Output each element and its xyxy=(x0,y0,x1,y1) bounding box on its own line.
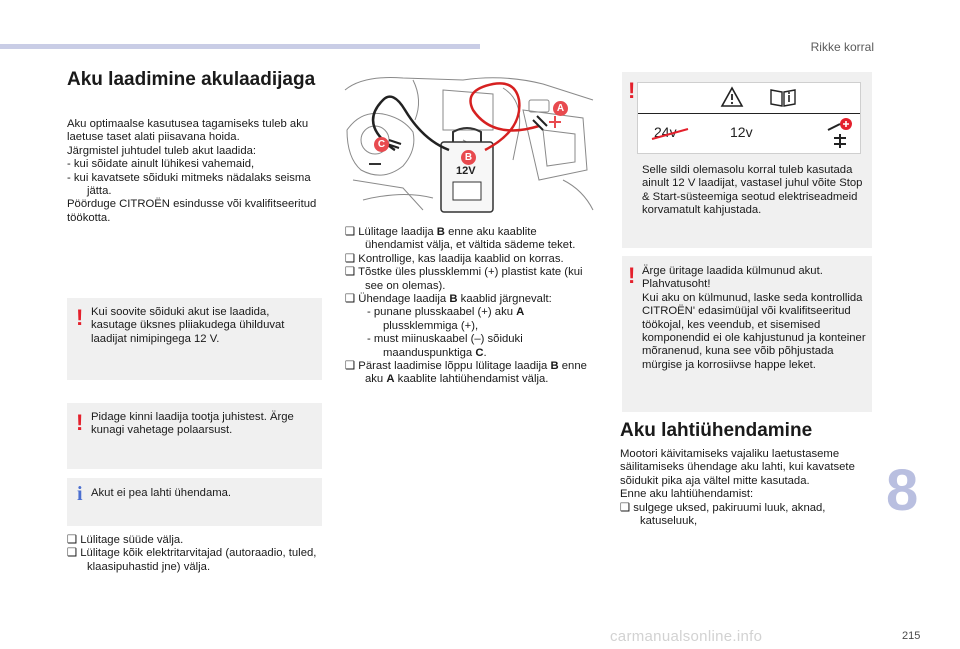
callout-a: A xyxy=(553,101,568,116)
label-text: Selle sildi olemasolu korral tuleb kasutada ainult 12 V laadijat, vastasel juhul võite Stop & Start-süsteemiga seotud elektriseadmeid korvamatult kahjustada. xyxy=(642,164,863,217)
step-item: ❑ sulgege uksed, pakiruumi luuk, aknad, katuseluuk, xyxy=(620,501,826,528)
sign-24v: 24v xyxy=(654,124,677,140)
sub-step-item: - punane plusskaabel (+) aku A plussklemmiga (+), xyxy=(367,306,525,332)
voltage-label-sign xyxy=(637,82,861,154)
disconnect-body xyxy=(620,448,874,528)
steps-middle xyxy=(345,226,595,387)
disconnect-lead: Enne aku lahtiühendamist: xyxy=(620,488,754,501)
step-item: ❑ Lülitage süüde välja. xyxy=(67,534,184,546)
warning-text: Pidage kinni laadija tootja juhistest. Ärge kunagi vahetage polaarsust. xyxy=(91,411,294,437)
sub-step-item: - must miinuskaabel (–) sõiduki maanduspunktiga C. xyxy=(367,333,523,359)
info-text: Akut ei pea lahti ühendama. xyxy=(91,487,232,499)
warning-icon: ! xyxy=(628,263,636,288)
frozen-line: Ärge üritage laadida külmunud akut. xyxy=(642,265,823,277)
info-icon: i xyxy=(77,483,83,505)
step-item: ❑ Lülitage kõik elektritarvitajad (autoraadio, tuled, klaasipuhastid jne) välja. xyxy=(67,547,317,573)
square-bullet-icon: ❑ xyxy=(345,266,356,279)
step-item: ❑ Ühendage laadija B kaablid järgnevalt: xyxy=(345,293,552,306)
label-warning-box xyxy=(622,72,872,248)
intro-line: Järgmistel juhtudel tuleb akut laadida: xyxy=(67,144,257,157)
chapter-number: 8 xyxy=(886,458,919,523)
square-bullet-icon: ❑ xyxy=(345,293,356,306)
callout-c: C xyxy=(374,137,389,152)
plus-minus-terminal-icon xyxy=(824,116,856,150)
square-bullet-icon: ❑ xyxy=(67,547,78,560)
sign-12v: 12v xyxy=(730,124,753,140)
page-number: 215 xyxy=(902,630,921,642)
footer-watermark: carmanualsonline.info xyxy=(610,628,763,645)
square-bullet-icon: ❑ xyxy=(345,226,356,238)
step-item: ❑ Tõstke üles plussklemmi (+) plastist kate (kui see on olemas). xyxy=(345,266,583,292)
square-bullet-icon: ❑ xyxy=(620,501,631,514)
step-item: ❑ Lülitage laadija B enne aku kaablite ühendamist välja, et vältida sädeme teket. xyxy=(345,226,576,252)
section-title: Rikke korral xyxy=(810,40,874,54)
intro-line: Aku optimaalse kasutusea tagamiseks tuleb aku laetuse taset alati piisavana hoida. xyxy=(67,118,309,144)
disconnect-intro: Mootori käivitamiseks vajaliku laetustaseme säilitamiseks ühendage aku lahti, kui kavatsete sõidukit pika aja vältel mitte kasutada. xyxy=(620,448,855,487)
hazard-triangle-icon xyxy=(720,86,744,108)
accent-bar xyxy=(0,44,480,49)
case-item: - kui sõidate ainult lühikesi vahemaid, xyxy=(67,158,255,171)
charging-intro xyxy=(67,118,317,225)
contact-line: Pöörduge CITROËN esindusse või kvalifitseeritud töökotta. xyxy=(67,198,317,224)
warning-box-polarity xyxy=(67,403,322,469)
callout-b: B xyxy=(461,150,476,165)
manual-book-icon xyxy=(768,86,798,108)
case-item: - kui kavatsete sõiduki mitmeks nädalaks seisma jätta. xyxy=(67,171,311,198)
frozen-line: Plahvatusoht! xyxy=(642,278,711,291)
square-bullet-icon: ❑ xyxy=(67,534,78,546)
step-item: ❑ Kontrollige, kas laadija kaablid on korras. xyxy=(345,252,564,265)
charger-voltage-label: 12V xyxy=(456,165,476,177)
frozen-line: Kui aku on külmunud, laske seda kontrollida CITROËN' edasimüüjal või kvalifitseeritud töökojal, kes veendub, et sisemised komponendid ei ole kahjustunud ja konteiner mõranenud, kuna see võib põhjustada mürgise ja korrosiivse happe leket. xyxy=(642,291,866,371)
step-item: ❑ Pärast laadimise lõppu lülitage laadija B enne aku A kaablite lahtiühendamist välja. xyxy=(345,360,587,386)
info-box xyxy=(67,478,322,526)
warning-icon: ! xyxy=(76,410,84,435)
warning-text: Kui soovite sõiduki akut ise laadida, kasutage üksnes pliiakudega ühilduvat laadijat nimipingega 12 V. xyxy=(91,306,285,345)
warning-box-frozen xyxy=(622,256,872,412)
square-bullet-icon: ❑ xyxy=(345,252,356,265)
charging-title: Aku laadimine akulaadijaga xyxy=(67,69,316,90)
warning-box-charger xyxy=(67,298,322,380)
warning-icon: ! xyxy=(628,78,636,103)
steps-start xyxy=(67,534,317,574)
disconnect-title: Aku lahtiühendamine xyxy=(620,420,813,441)
warning-icon: ! xyxy=(76,305,84,330)
square-bullet-icon: ❑ xyxy=(345,360,356,373)
strike-through-icon xyxy=(650,123,690,145)
